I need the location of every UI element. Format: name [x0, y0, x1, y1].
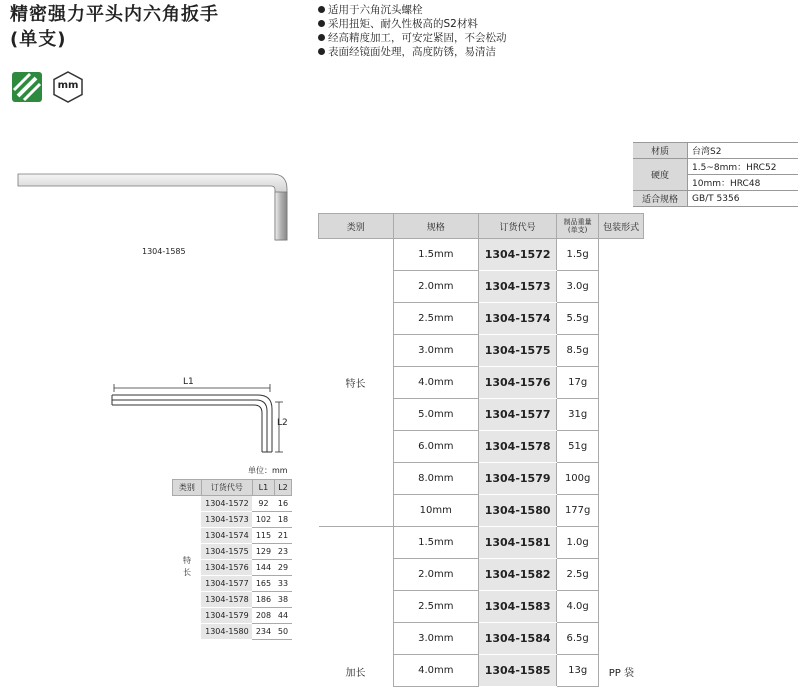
spec-row: 材质 台湾S2 — [633, 143, 798, 159]
table-row: 3.0mm 1304-1575 8.5g — [319, 335, 644, 367]
table-row: 8.0mm 1304-1579 100g — [319, 463, 644, 495]
table-row: 2.5mm 1304-1574 5.5g — [319, 303, 644, 335]
bullet-icon — [318, 48, 325, 55]
bullet-icon — [318, 34, 325, 41]
hex-key-image — [14, 168, 294, 246]
dim-l2-label: L2 — [277, 418, 288, 428]
spec-table — [633, 142, 798, 207]
bullet-icon — [318, 6, 325, 13]
page-subtitle: (单支) — [10, 29, 67, 50]
feature-item: 适用于六角沉头螺栓 — [318, 3, 507, 17]
table-header-row: 类别 规格 订货代号 制品重量 (单支) 包装形式 — [319, 214, 644, 239]
table-row: 2.5mm 1304-1583 4.0g — [319, 591, 644, 623]
table-row: 2.0mm 1304-1582 2.5g — [319, 559, 644, 591]
table-row: 1304-1574 115 21 — [173, 528, 292, 544]
table-row: 6.0mm 1304-1578 51g — [319, 431, 644, 463]
feature-item: 经高精度加工，可安定紧固，不会松动 — [318, 31, 507, 45]
table-row: 4.0mm 1304-1576 17g — [319, 367, 644, 399]
product-caption: 1304-1585 — [142, 247, 186, 256]
table-row: 2.0mm 1304-1573 3.0g — [319, 271, 644, 303]
table-row: 1304-1573 102 18 — [173, 512, 292, 528]
hexagon-mm-icon — [51, 70, 85, 104]
spec-row: 适合规格 GB/T 5356 — [633, 191, 798, 207]
table-row: 1304-1575 129 23 — [173, 544, 292, 560]
unit-note: 单位：mm — [248, 466, 288, 475]
spec-row: 硬度 1.5~8mm：HRC52 — [633, 159, 798, 175]
table-row: 1304-1576 144 29 — [173, 560, 292, 576]
dimension-drawing — [102, 380, 302, 460]
table-row: 特长 1304-1572 92 16 — [173, 496, 292, 512]
dimension-table: 类别 订货代号 L1 L2 特长 1304-1572 92 16 1304-1573 102 18 1304-1574 115 21 1304-1575 129 23 1304-1576 144 29 1304-1577 165 33 1304-1578 186 38 1304-1579 208 44 1304-1580 234 50 — [172, 479, 292, 640]
wrench-stripes-icon — [12, 72, 42, 102]
page-title: 精密强力平头内六角扳手 — [10, 4, 219, 25]
table-row: 1304-1578 186 38 — [173, 592, 292, 608]
table-row: 3.0mm 1304-1584 6.5g — [319, 623, 644, 655]
feature-item: 采用扭矩、耐久性极高的S2材料 — [318, 17, 507, 31]
feature-item: 表面经镜面处理，高度防锈，易清洁 — [318, 45, 507, 59]
table-row: 加长 1.5mm 1304-1581 1.0g — [319, 527, 644, 559]
bullet-icon — [318, 20, 325, 27]
table-row: 10mm 1304-1580 177g — [319, 495, 644, 527]
table-row: 特长 1.5mm 1304-1572 1.5g PP 袋 — [319, 239, 644, 271]
spec-row: 10mm：HRC48 — [633, 175, 798, 191]
table-row: 4.0mm 1304-1585 13g — [319, 655, 644, 687]
mm-badge-text: mm — [57, 80, 79, 91]
dim-l1-label: L1 — [183, 377, 194, 387]
table-row: 1304-1577 165 33 — [173, 576, 292, 592]
table-row: 1304-1580 234 50 — [173, 624, 292, 640]
table-row: 1304-1579 208 44 — [173, 608, 292, 624]
product-table — [318, 213, 644, 687]
table-row: 5.0mm 1304-1577 31g — [319, 399, 644, 431]
